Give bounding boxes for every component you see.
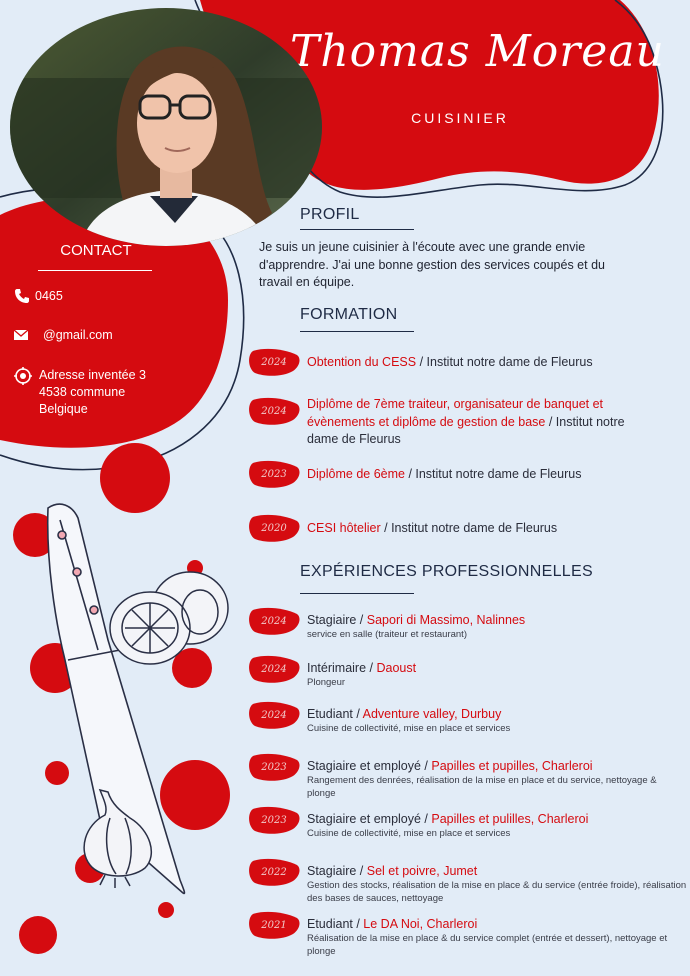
experience-place: Daoust	[376, 661, 417, 675]
year-label: 2024	[261, 615, 287, 627]
address-line: Belgique	[39, 402, 88, 416]
experience-heading	[307, 916, 687, 932]
experience-description: Cuisine de collectivité, mise en place et services	[307, 828, 511, 839]
year-badge	[247, 910, 301, 940]
profile-divider	[300, 229, 414, 230]
contact-divider	[38, 270, 152, 271]
experience-description: Rangement des denrées, réalisation de la mise en place et du service, nettoyage & plonge	[307, 775, 657, 799]
contact-title: CONTACT	[60, 242, 132, 259]
red-dot	[158, 902, 174, 918]
formation-entry	[307, 396, 657, 449]
experience-place: Adventure valley, Durbuy	[362, 707, 502, 721]
experience-role: Stagiaire /	[307, 864, 367, 878]
year-badge	[247, 513, 301, 543]
formation-school: / Institut notre dame de Fleurus	[404, 467, 582, 481]
year-badge	[247, 459, 301, 489]
experience-entry	[307, 706, 687, 735]
year-badge	[247, 700, 301, 730]
formation-entry	[307, 354, 657, 372]
mail-icon	[13, 327, 29, 343]
tomato-illustration	[110, 572, 228, 664]
experience-description: Plongeur	[307, 677, 346, 688]
year-badge	[247, 752, 301, 782]
experience-place: Sel et poivre, Jumet	[366, 864, 478, 878]
experience-description: Gestion des stocks, réalisation de la mise en place & du service (entrée froide), réalisation des bases de sauces, nettoyage	[307, 880, 687, 904]
year-badge	[247, 857, 301, 887]
experience-description: Réalisation de la mise en place & du service complet (entrée et dessert), nettoyage et plonge	[307, 933, 668, 957]
experience-entry	[307, 863, 687, 905]
year-label: 2024	[261, 356, 287, 368]
formation-degree: CESI hôtelier	[307, 521, 381, 535]
profile-photo	[10, 8, 322, 246]
experience-entry	[307, 758, 687, 800]
experience-place: Sapori di Massimo, Nalinnes	[366, 613, 526, 627]
experience-description: service en salle (traiteur et restaurant)	[307, 629, 467, 640]
experience-heading	[307, 758, 687, 774]
red-dot	[160, 760, 230, 830]
candidate-name: Thomas Moreau	[290, 26, 665, 77]
experience-entry	[307, 660, 687, 689]
experience-place: Le DA Noi, Charleroi	[363, 917, 478, 931]
profile-title: PROFIL	[300, 206, 360, 223]
year-badge	[247, 347, 301, 377]
experience-heading	[307, 811, 687, 827]
year-label: 2023	[261, 761, 287, 773]
year-badge	[247, 396, 301, 426]
experience-description: Cuisine de collectivité, mise en place et services	[307, 723, 511, 734]
location-icon	[14, 367, 32, 385]
experience-place: Papilles et pupilles, Charleroi	[431, 759, 593, 773]
year-label: 2023	[261, 468, 287, 480]
experience-divider	[300, 593, 414, 594]
address-line: 4538 commune	[39, 385, 126, 399]
red-dot	[19, 916, 57, 954]
formation-school: / Institut notre dame de Fleurus	[380, 521, 558, 535]
experience-entry	[307, 916, 687, 958]
experience-role: Intérimaire /	[307, 661, 377, 675]
experience-role: Etudiant /	[307, 917, 364, 931]
profile-text: Je suis un jeune cuisinier à l'écoute avec une grande envie d'apprendre. J'ai une bonne gestion des services coupés et du travail en équipe.	[259, 240, 605, 289]
experience-role: Stagiaire et employé /	[307, 759, 432, 773]
year-label: 2023	[261, 814, 287, 826]
experience-heading	[307, 612, 687, 628]
year-label: 2020	[261, 522, 287, 534]
red-dot	[45, 761, 69, 785]
year-badge	[247, 606, 301, 636]
experience-heading	[307, 706, 687, 722]
formation-degree: Obtention du CESS	[307, 355, 417, 369]
experience-place: Papilles et pulilles, Charleroi	[431, 812, 589, 826]
address-line: Adresse inventée 3	[39, 368, 147, 382]
experience-heading	[307, 660, 687, 676]
formation-title: FORMATION	[300, 306, 398, 323]
experience-role: Stagiaire et employé /	[307, 812, 432, 826]
contact-email[interactable]: @gmail.com	[43, 328, 113, 342]
year-badge	[247, 654, 301, 684]
formation-degree: Diplôme de 6ème	[307, 467, 405, 481]
year-badge	[247, 805, 301, 835]
year-label: 2021	[261, 919, 287, 931]
year-label: 2024	[261, 663, 287, 675]
experience-role: Stagiaire /	[307, 613, 367, 627]
experience-role: Etudiant /	[307, 707, 363, 721]
year-label: 2022	[261, 866, 287, 878]
red-dot	[100, 443, 170, 513]
experience-heading	[307, 863, 687, 879]
experience-entry	[307, 612, 687, 641]
formation-entry	[307, 520, 657, 538]
experience-entry	[307, 811, 687, 840]
formation-entry	[307, 466, 657, 484]
formation-school: / Institut notre dame de Fleurus	[307, 414, 625, 446]
experience-title: EXPÉRIENCES PROFESSIONNELLES	[300, 563, 593, 580]
formation-degree: Diplôme de 7ème traiteur, organisateur de banquet et évènements et diplôme de gestion de base	[307, 397, 604, 429]
phone-icon	[14, 288, 30, 304]
formation-divider	[300, 331, 414, 332]
contact-phone[interactable]: 0465	[35, 289, 63, 303]
job-title: CUISINIER	[411, 110, 509, 126]
year-label: 2024	[261, 709, 287, 721]
year-label: 2024	[261, 405, 287, 417]
formation-school: / Institut notre dame de Fleurus	[416, 355, 593, 369]
